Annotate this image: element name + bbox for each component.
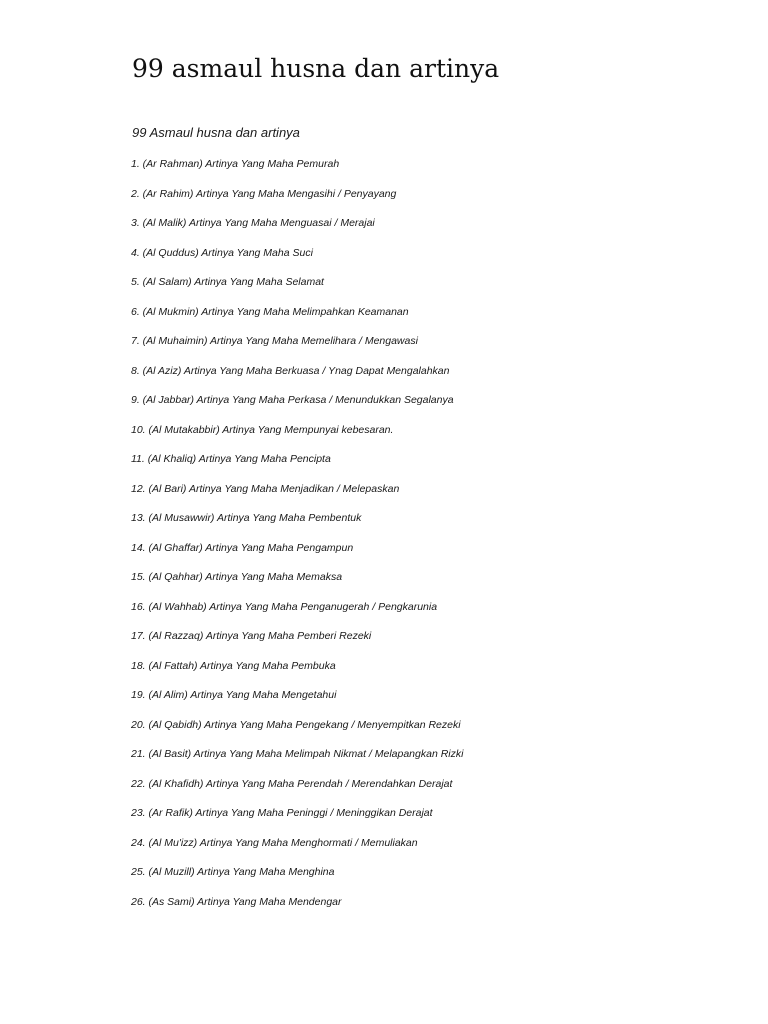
list-item: 6. (Al Mukmin) Artinya Yang Maha Melimpahkan Keamanan — [131, 305, 409, 318]
list-item: 25. (Al Muzill) Artinya Yang Maha Menghina — [131, 866, 335, 878]
list-item: 3. (Al Malik) Artinya Yang Maha Menguasai / Merajai — [131, 217, 375, 229]
list-item: 5. (Al Salam) Artinya Yang Maha Selamat — [131, 276, 324, 288]
list-item: 12. (Al Bari) Artinya Yang Maha Menjadikan / Melepaskan — [131, 482, 400, 495]
list-item: 19. (Al Alim) Artinya Yang Maha Mengetahui — [131, 689, 337, 701]
list-item: 13. (Al Musawwir) Artinya Yang Maha Pembentuk — [131, 512, 362, 524]
page-title: 99 asmaul husna dan artinya — [132, 54, 500, 83]
list-item: 24. (Al Mu'izz) Artinya Yang Maha Menghormati / Memuliakan — [131, 836, 418, 849]
section-heading: 99 Asmaul husna dan artinya — [132, 125, 300, 140]
list-item: 23. (Ar Rafik) Artinya Yang Maha Peninggi / Meninggikan Derajat — [131, 807, 433, 819]
list-item: 10. (Al Mutakabbir) Artinya Yang Mempunyai kebesaran. — [131, 423, 394, 436]
list-item: 15. (Al Qahhar) Artinya Yang Maha Memaksa — [131, 571, 343, 583]
list-item: 8. (Al Aziz) Artinya Yang Maha Berkuasa / Ynag Dapat Mengalahkan — [131, 364, 450, 377]
list-item: 26. (As Sami) Artinya Yang Maha Mendengar — [131, 895, 342, 908]
list-item: 18. (Al Fattah) Artinya Yang Maha Pembuka — [131, 659, 336, 672]
list-item: 20. (Al Qabidh) Artinya Yang Maha Pengekang / Menyempitkan Rezeki — [131, 718, 461, 731]
list-item: 16. (Al Wahhab) Artinya Yang Maha Penganugerah / Pengkarunia — [131, 600, 438, 613]
list-item: 14. (Al Ghaffar) Artinya Yang Maha Pengampun — [131, 541, 354, 554]
names-list — [131, 156, 463, 923]
list-item: 17. (Al Razzaq) Artinya Yang Maha Pemberi Rezeki — [131, 630, 372, 642]
list-item: 1. (Ar Rahman) Artinya Yang Maha Pemurah — [131, 158, 340, 170]
list-item: 2. (Ar Rahim) Artinya Yang Maha Mengasihi / Penyayang — [131, 187, 397, 200]
list-item: 11. (Al Khaliq) Artinya Yang Maha Pencipta — [131, 453, 331, 465]
list-item: 4. (Al Quddus) Artinya Yang Maha Suci — [131, 246, 313, 259]
list-item: 22. (Al Khafidh) Artinya Yang Maha Perendah / Merendahkan Derajat — [131, 777, 453, 790]
list-item: 7. (Al Muhaimin) Artinya Yang Maha Memelihara / Mengawasi — [131, 335, 418, 347]
list-item: 9. (Al Jabbar) Artinya Yang Maha Perkasa / Menundukkan Segalanya — [131, 394, 454, 406]
list-item: 21. (Al Basit) Artinya Yang Maha Melimpah Nikmat / Melapangkan Rizki — [131, 748, 464, 760]
